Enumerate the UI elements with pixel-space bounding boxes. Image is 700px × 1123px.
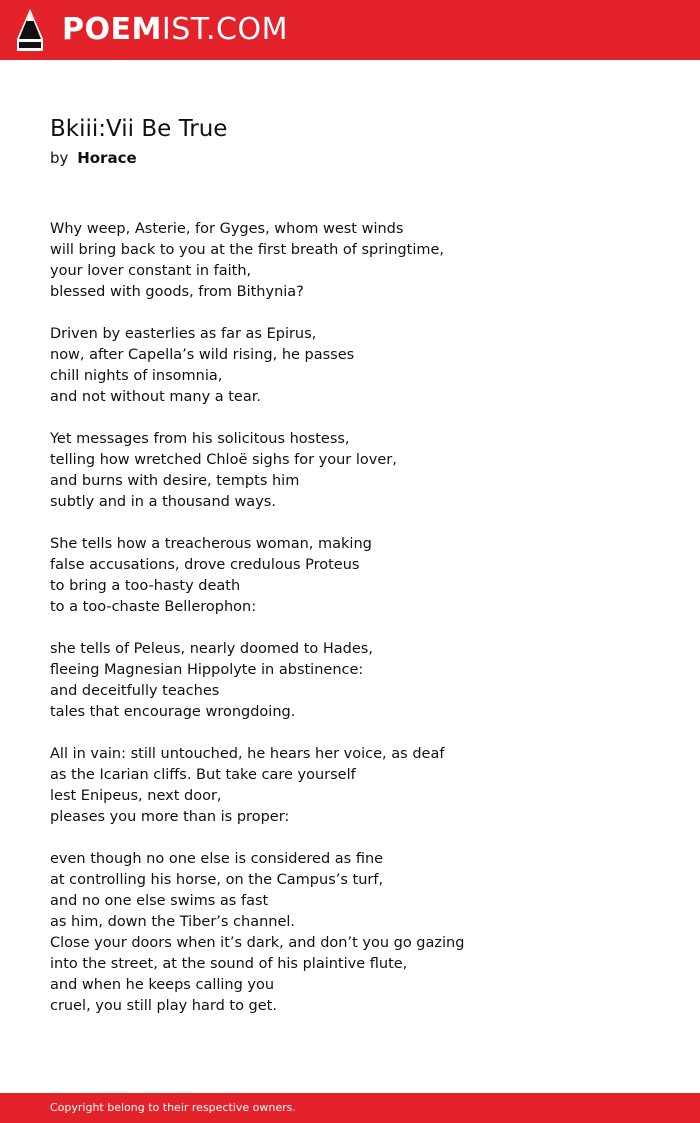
poem-line: fleeing Magnesian Hippolyte in abstinence: (50, 662, 364, 678)
poem-line: Driven by easterlies as far as Epirus, (50, 326, 317, 342)
poem-line: chill nights of insomnia, (50, 368, 223, 384)
by-label: by (50, 149, 69, 167)
poem-line: your lover constant in faith, (50, 263, 252, 279)
byline (50, 149, 137, 167)
poem-line: and deceitfully teaches (50, 683, 220, 699)
poem-line: and no one else swims as fast (50, 893, 269, 909)
site-footer (0, 1093, 700, 1123)
poem-line: even though no one else is considered as fine (50, 851, 384, 867)
poem-stanza (50, 849, 650, 1017)
poem-line: as the Icarian cliffs. But take care yourself (50, 767, 356, 783)
poem-line: All in vain: still untouched, he hears her voice, as deaf (50, 746, 445, 762)
poem-line: telling how wretched Chloë sighs for your lover, (50, 452, 397, 468)
poem-stanza (50, 639, 650, 723)
brand-light: IST.COM (161, 12, 288, 47)
poem-line: and not without many a tear. (50, 389, 261, 405)
poem-line: and when he keeps calling you (50, 977, 275, 993)
poem-line: pleases you more than is proper: (50, 809, 290, 825)
poem-line: Why weep, Asterie, for Gyges, whom west winds (50, 221, 404, 237)
poem-line: cruel, you still play hard to get. (50, 998, 277, 1014)
poem-line: subtly and in a thousand ways. (50, 494, 276, 510)
poem-line: Yet messages from his solicitous hostess, (50, 431, 350, 447)
poem-line: now, after Capella’s wild rising, he passes (50, 347, 355, 363)
author-name: Horace (77, 149, 137, 167)
poem-title: Bkiii:Vii Be True (50, 116, 228, 142)
poem-stanza (50, 534, 650, 618)
poem-line: to a too-chaste Bellerophon: (50, 599, 257, 615)
site-header (0, 0, 700, 60)
poem-stanza (50, 429, 650, 513)
poem-line: and burns with desire, tempts him (50, 473, 300, 489)
copyright-notice: Copyright belong to their respective owners. (50, 1101, 296, 1114)
poem-stanza (50, 324, 650, 408)
poem-line: She tells how a treacherous woman, making (50, 536, 372, 552)
poem-line: at controlling his horse, on the Campus’s turf, (50, 872, 384, 888)
pencil-tip-icon (17, 9, 43, 51)
poem-stanza (50, 219, 650, 303)
poem-stanza (50, 744, 650, 828)
poem-line: false accusations, drove credulous Proteus (50, 557, 360, 573)
poem-line: tales that encourage wrongdoing. (50, 704, 296, 720)
poem-line: as him, down the Tiber’s channel. (50, 914, 296, 930)
poem-line: she tells of Peleus, nearly doomed to Hades, (50, 641, 373, 657)
poem-body (50, 219, 650, 1017)
poem-line: blessed with goods, from Bithynia? (50, 284, 304, 300)
poem-line: to bring a too-hasty death (50, 578, 241, 594)
poem-line: Close your doors when it’s dark, and don’t you go gazing (50, 935, 465, 951)
poem-line: will bring back to you at the first breath of springtime, (50, 242, 444, 258)
brand-bold: POEM (62, 12, 162, 47)
poem-line: into the street, at the sound of his plaintive flute, (50, 956, 408, 972)
poem-line: lest Enipeus, next door, (50, 788, 222, 804)
site-logo[interactable] (62, 11, 288, 49)
